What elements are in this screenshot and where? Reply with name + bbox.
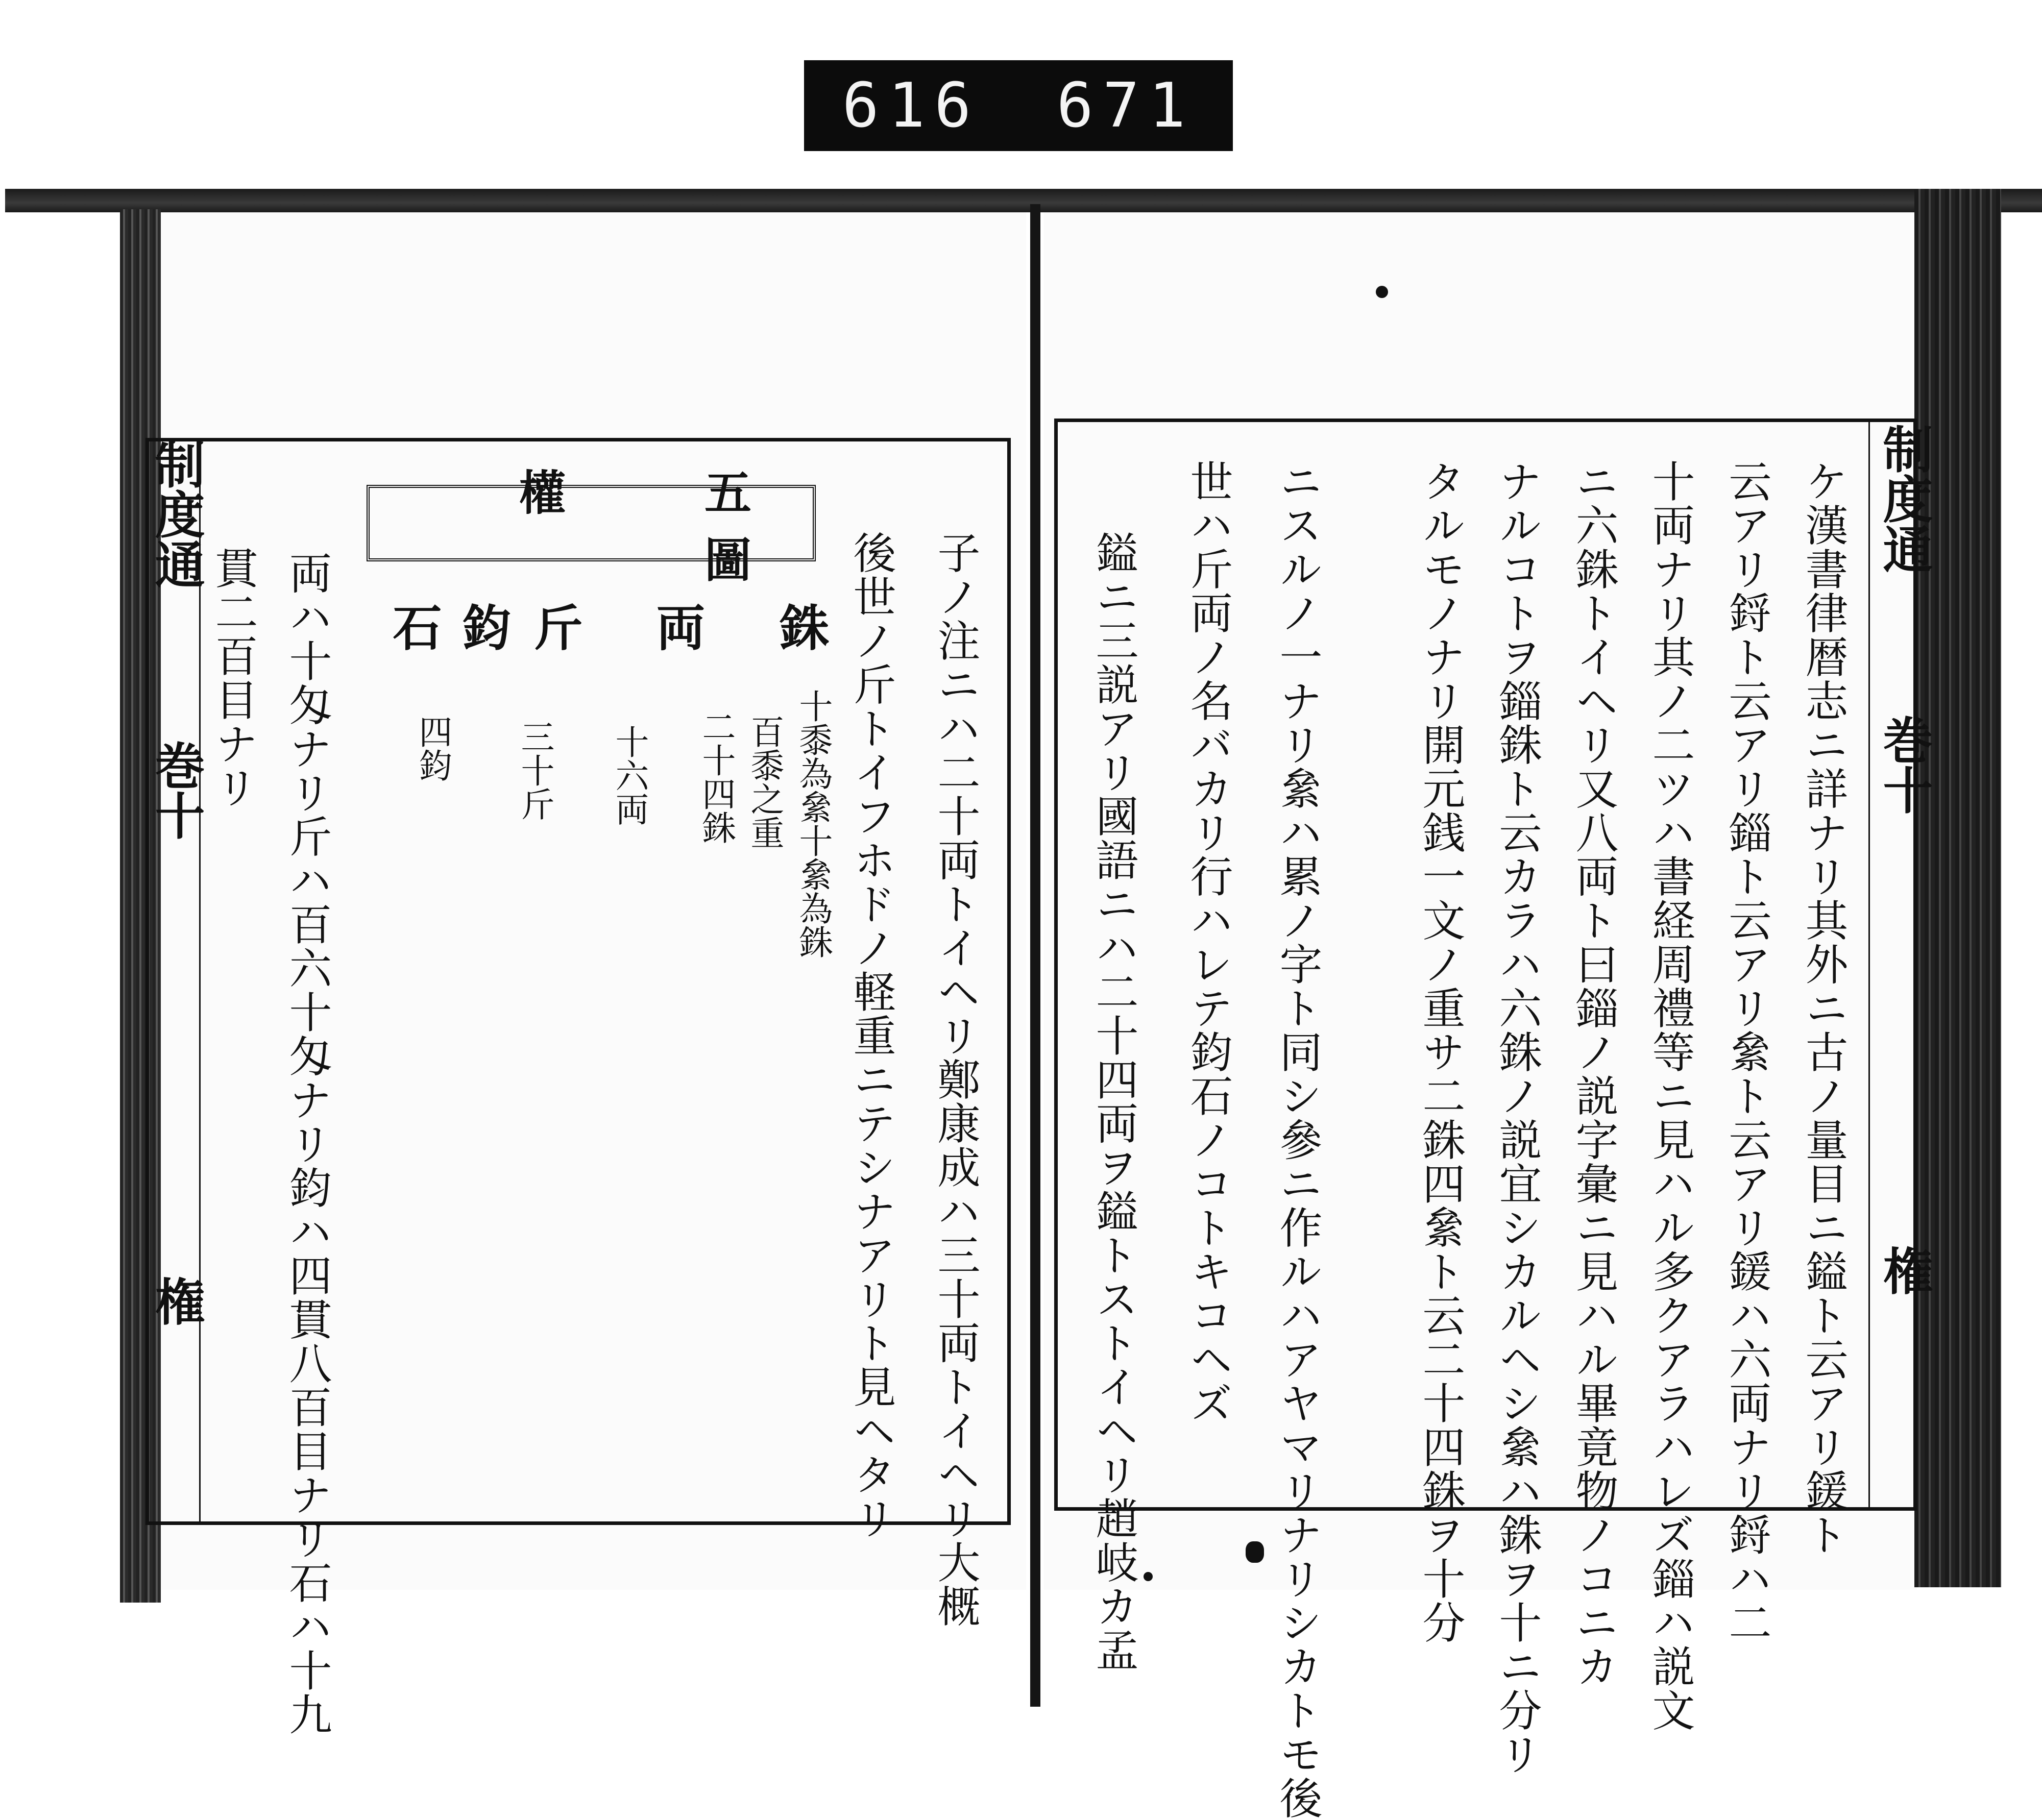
unit-kin: 斤 xyxy=(526,602,584,651)
right-page-edges xyxy=(1914,189,2001,1587)
right-text-column: ニ六銖トイヘリ又八両ト曰錙ノ説字彙ニ見ハル畢竟物ノコニカ xyxy=(1569,459,1619,1688)
right-text-column: ニスルノ一ナリ絫ハ累ノ字ト同シ參ニ作ルハアヤマリナリシカトモ後 xyxy=(1273,459,1323,1820)
figure-title-box xyxy=(367,465,816,588)
scan-speck xyxy=(1144,1572,1153,1581)
frame-number-right: 671 xyxy=(1056,70,1195,141)
unit-kin-value: 十六両 xyxy=(610,725,649,826)
right-text-column: 世ハ斤両ノ名バカリ行ハレテ鈞石ノコトキコヘズ xyxy=(1183,459,1233,1425)
unit-kin-30: 鈞 xyxy=(454,602,512,651)
left-text-column: 貫二百目ナリ xyxy=(208,546,258,809)
left-text-column: 両ハ十匁ナリ斤ハ百六十匁ナリ鈞ハ四貫八百目ナリ石ハ十九 xyxy=(282,551,332,1736)
frame-number-label xyxy=(804,60,1233,151)
right-hashira-section: 権 xyxy=(1875,1245,1933,1295)
right-hashira-title: 制度通 xyxy=(1875,424,1933,574)
frame-number-left: 616 xyxy=(842,70,981,141)
unit-koku: 石 xyxy=(385,602,443,651)
unit-ryo: 両 xyxy=(648,602,706,651)
left-hashira-title: 制度通 xyxy=(147,439,205,589)
left-text-column: 子ノ注ニハ二十両トイヘリ鄭康成ハ三十両トイヘリ大概 xyxy=(931,531,981,1628)
left-hashira-section: 権 xyxy=(147,1276,205,1326)
right-text-column: 鎰ニ三説アリ國語ニハ二十四両ヲ鎰トストイヘリ趙岐カ孟 xyxy=(1089,531,1139,1672)
left-hashira-volume: 巻十 xyxy=(147,740,205,840)
right-text-column: ナルコトヲ錙銖ト云カラハ六銖ノ説宜シカルヘシ絫ハ銖ヲ十ニ分リ xyxy=(1492,459,1542,1776)
right-text-column: 云アリ鋝ト云アリ錙ト云アリ絫ト云アリ鍰ハ六両ナリ鋝ハ二 xyxy=(1722,459,1772,1644)
right-margin-rule xyxy=(1868,419,1870,1511)
scan-speck xyxy=(1376,286,1388,298)
unit-ryo-value: 二十四銖 xyxy=(696,709,736,844)
right-text-column: タルモノナリ開元銭一文ノ重サ二銖四絫ト云二十四銖ヲ十分 xyxy=(1416,459,1466,1644)
scan-speck xyxy=(1246,1541,1264,1563)
unit-shu-definition: 十黍為絫十絫為銖 xyxy=(793,689,833,958)
unit-shu-definition-2: 百黍之重 xyxy=(745,715,784,849)
left-text-column: 後世ノ斤トイフホドノ軽重ニテシナアリト見ヘタリ xyxy=(846,531,896,1540)
right-text-column: 十両ナリ其ノ二ツハ書経周禮等ニ見ハル多クアラハレズ錙ハ説文 xyxy=(1645,459,1695,1732)
right-text-column: ケ漢書律暦志ニ詳ナリ其外ニ古ノ量目ニ鎰ト云アリ鍰ト xyxy=(1798,459,1849,1557)
book-top-edge xyxy=(5,189,2042,212)
right-hashira-volume: 巻十 xyxy=(1875,715,1933,815)
figure-title: 五 權 圖 xyxy=(518,465,813,588)
book-gutter xyxy=(1030,204,1040,1707)
unit-shu: 銖 xyxy=(772,602,830,651)
unit-kin-30-value: 三十斤 xyxy=(515,720,554,821)
unit-koku-value: 四鈞 xyxy=(413,715,452,782)
